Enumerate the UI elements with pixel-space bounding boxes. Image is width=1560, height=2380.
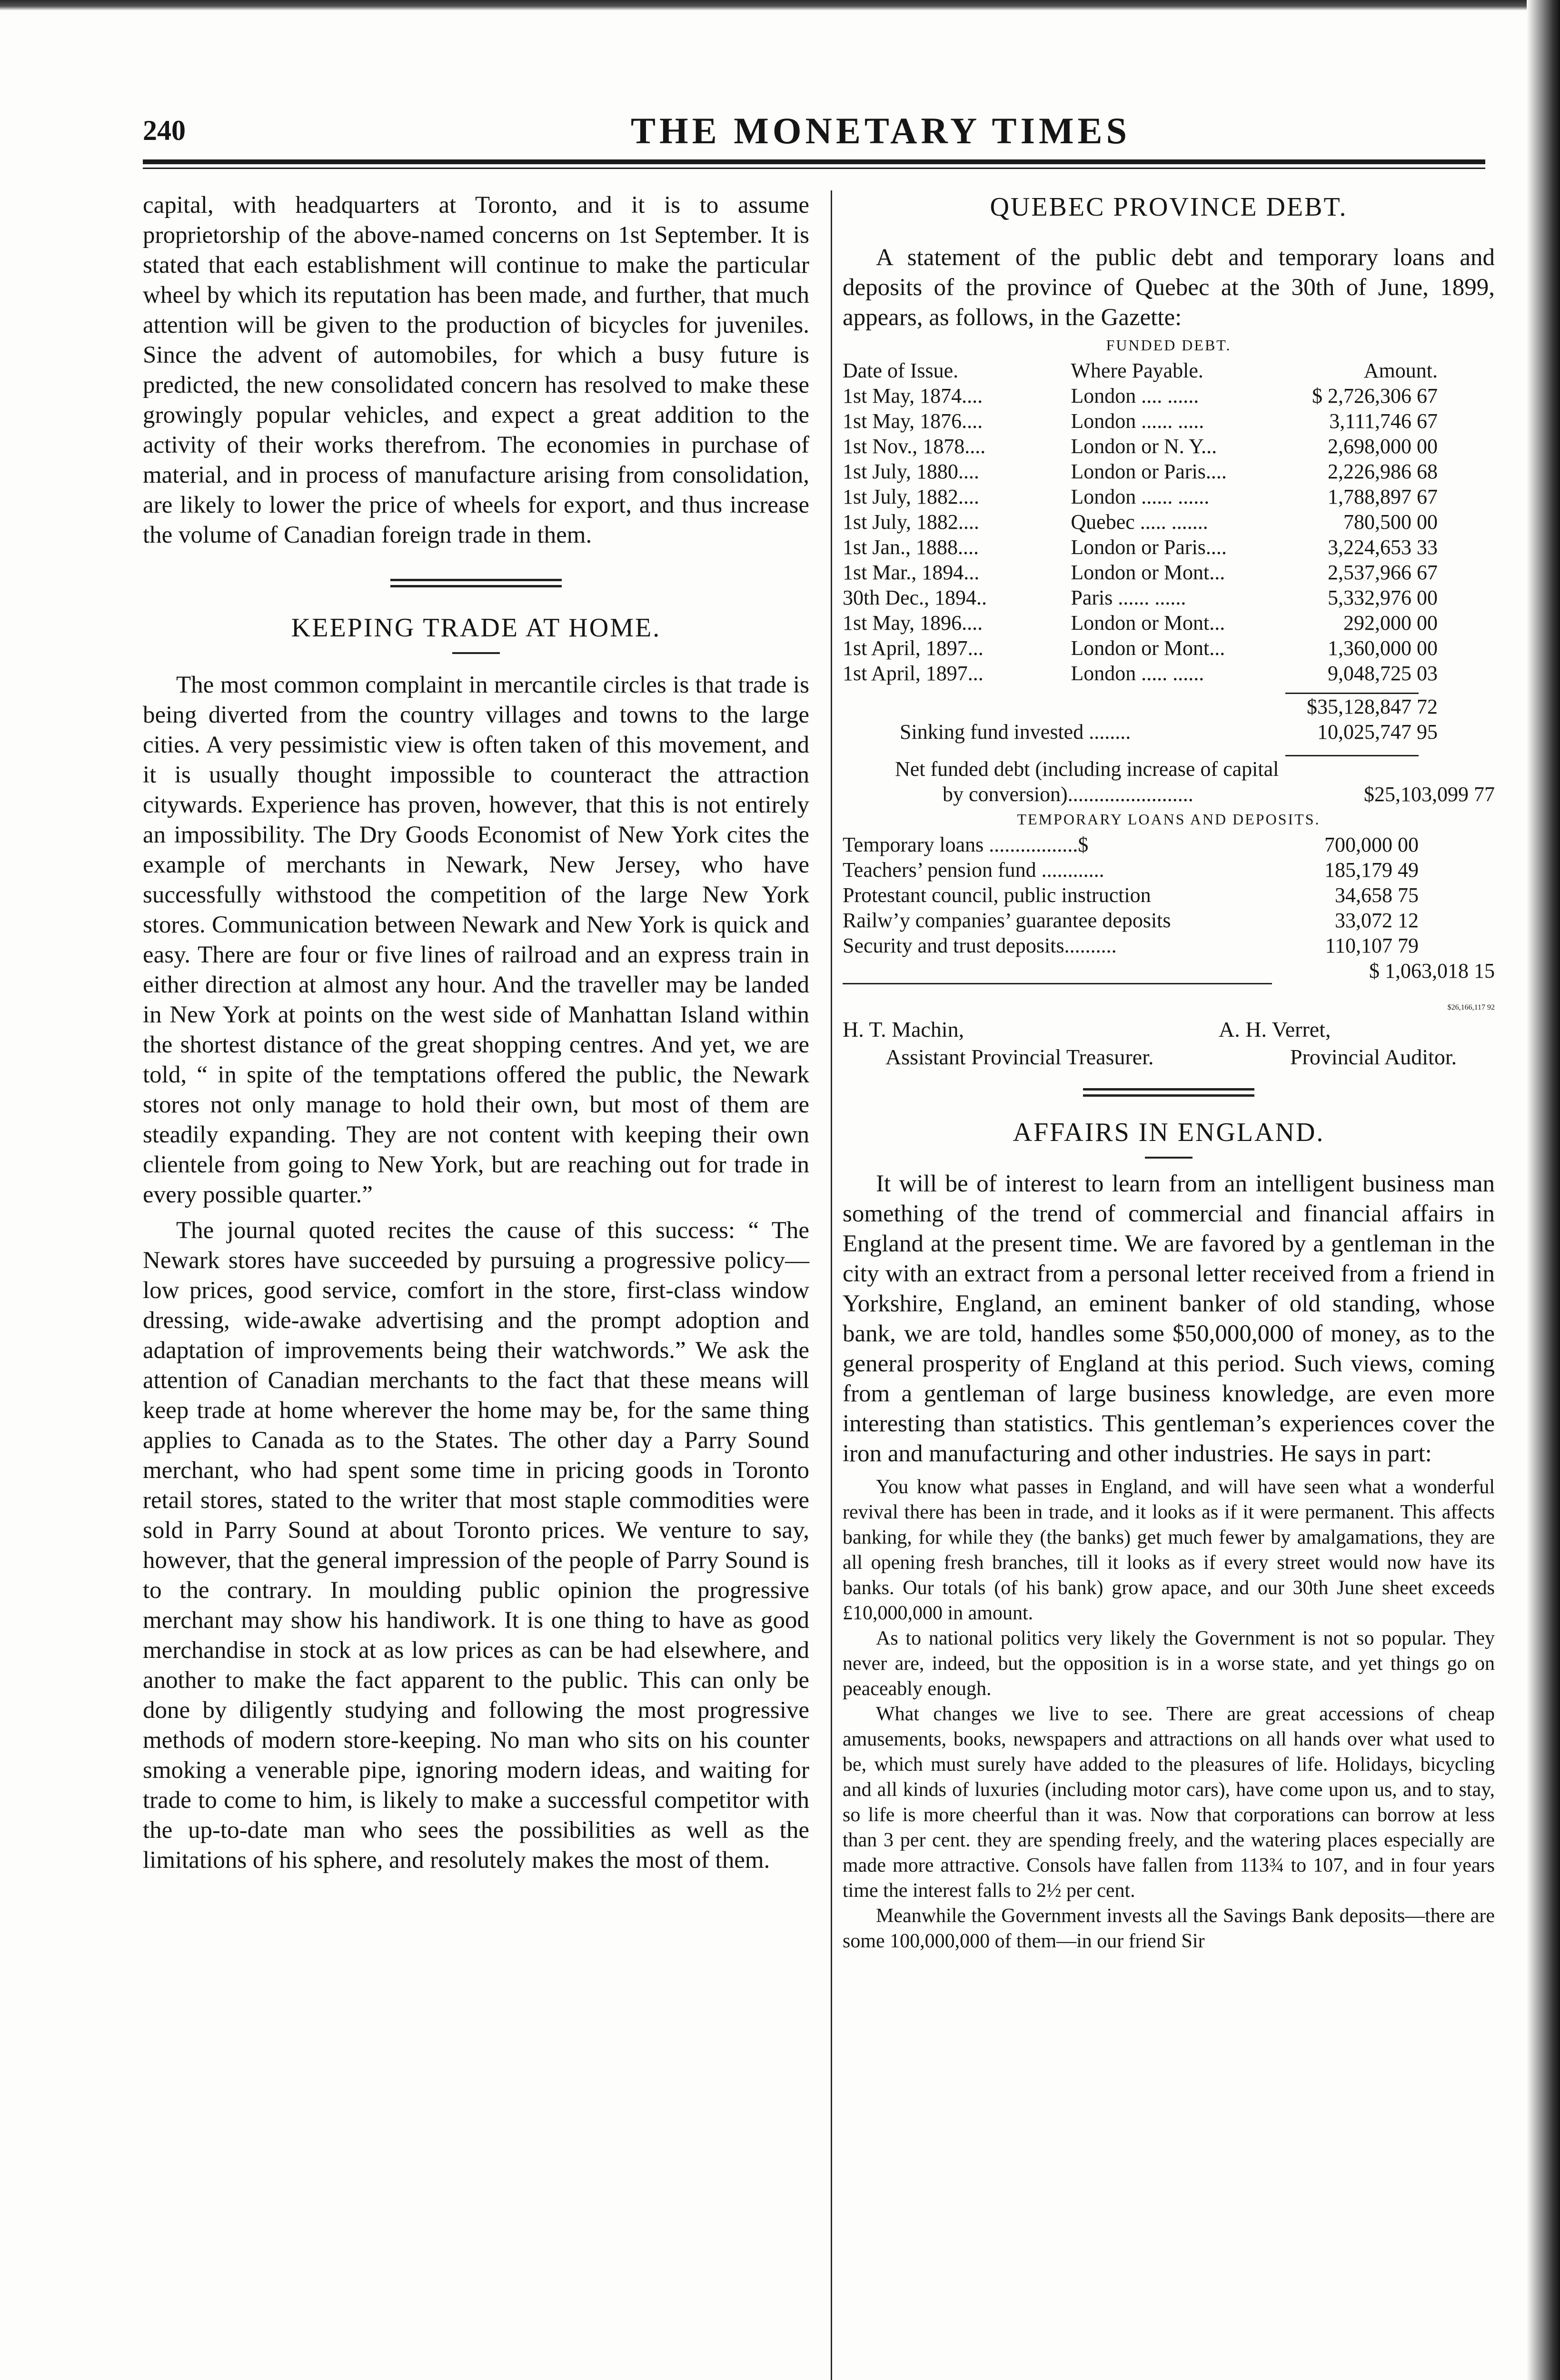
table-cell: 292,000 00 (1343, 611, 1438, 635)
table-cell: 110,107 79 (1325, 934, 1419, 957)
table-cell: 9,048,725 03 (1328, 662, 1438, 685)
column-divider (831, 190, 832, 2380)
table-cell: 1st April, 1897... (843, 662, 984, 685)
net-funded-label: Net funded debt (including increase of capital (895, 757, 1279, 781)
intro-paragraph: capital, with headquarters at Toronto, and it is to assume proprietorship of the above-named concerns on 1st September. It is stated that each establishment will continue to make the particular wheel by which its reputation has been made, and further, that much attention will be given to the production of bicycles for juveniles. Since the advent of automobiles, for which a busy future is predicted, the new consolidated concern has resolved to make these growingly popular vehicles, and expect a great addition to the activity of their works therefrom. The economies in purchase of material, and in process of manufacture arising from consolidation, are likely to lower the price of wheels for export, and thus increase the volume of Canadian foreign trade in them. (143, 192, 809, 548)
table-cell: 2,537,966 67 (1328, 561, 1438, 584)
page-header (143, 105, 1485, 157)
table-cell: London .... ...... (1071, 384, 1199, 407)
signature-right-title: Provincial Auditor. (1290, 1044, 1457, 1069)
table-cell: 1,360,000 00 (1328, 636, 1438, 660)
table-cell: Paris ...... ...... (1071, 586, 1186, 609)
table-cell: 780,500 00 (1343, 510, 1438, 534)
table-row (843, 857, 1495, 883)
table-row (843, 535, 1495, 560)
table-row (843, 434, 1495, 459)
table-row (843, 661, 1495, 686)
table-cell: 33,072 12 (1335, 909, 1419, 932)
article-title-affairs-england: AFFAIRS IN ENGLAND. (1013, 1117, 1325, 1147)
table-cell: 185,179 49 (1324, 858, 1419, 882)
signature-right-name: A. H. Verret, (1219, 1017, 1331, 1041)
table-cell: 1st July, 1882.... (843, 510, 979, 534)
column-header: Amount. (1363, 359, 1438, 382)
funded-total: $35,128,847 72 (1307, 695, 1438, 718)
table-cell: 1st May, 1896.... (843, 611, 983, 635)
table-cell: London or Paris.... (1071, 536, 1227, 559)
signature-left-name: H. T. Machin, (843, 1017, 964, 1041)
table-row (843, 933, 1495, 958)
table-cell: London ..... ...... (1071, 662, 1204, 685)
temporary-loans-table (843, 832, 1495, 984)
left-column (143, 190, 809, 1875)
debt-intro: A statement of the public debt and temporary loans and deposits of the province of Quebec at the 30th of June, 1899, appears, as follows, in the Gazette: (843, 244, 1495, 331)
table-cell: London or Paris.... (1071, 460, 1227, 483)
table-cell: London ...... ...... (1071, 485, 1210, 508)
net-funded-amount: $25,103,099 77 (1364, 783, 1495, 806)
table-row (843, 635, 1495, 661)
table-cell: Protestant council, public instruction (843, 883, 1151, 907)
table-cell: 1st July, 1880.... (843, 460, 979, 483)
table-row (843, 560, 1495, 585)
temporary-total: $ 1,063,018 15 (1369, 959, 1495, 982)
article-title-quebec-debt: QUEBEC PROVINCE DEBT. (990, 192, 1348, 222)
table-cell: London or N. Y... (1071, 435, 1217, 458)
england-intro: It will be of interest to learn from an intelligent business man something of the trend of commercial and financial affairs in England at the present time. We are favored by a gentleman in the city with an extract from a personal letter received from a friend in Yorkshire, England, an eminent banker of old standing, whose bank, we are told, handles some $50,000,000 of money, as to the general prosperity of England at this period. Such views, coming from a gentleman of large business knowledge, are even more interesting than statistics. This gentleman’s experiences cover the iron and manufacturing and other industries. He says in part: (843, 1170, 1495, 1467)
table-cell: $ 2,726,306 67 (1312, 384, 1438, 407)
table-cell: 700,000 00 (1324, 833, 1419, 856)
table-row (843, 883, 1495, 908)
table-row (843, 585, 1495, 610)
table-cell: London or Mont... (1071, 636, 1225, 660)
table-cell: Temporary loans .................$ (843, 833, 1089, 856)
table-cell: 1st April, 1897... (843, 636, 984, 660)
sinking-fund-amount: 10,025,747 95 (1317, 720, 1438, 744)
signature-left-title: Assistant Provincial Treasurer. (885, 1044, 1154, 1069)
funded-totals (843, 694, 1495, 744)
table-cell: 3,111,746 67 (1329, 409, 1438, 433)
table-cell: London or Mont... (1071, 561, 1225, 584)
table-cell: London or Mont... (1071, 611, 1225, 635)
page-top-edge (0, 0, 1560, 10)
table-row (843, 908, 1495, 933)
table-row (843, 459, 1495, 484)
table-row (843, 484, 1495, 509)
table-cell: 2,226,986 68 (1328, 460, 1438, 483)
table-cell: Security and trust deposits.......... (843, 934, 1117, 957)
table-cell: 1st May, 1876.... (843, 409, 983, 433)
table-row (843, 832, 1495, 857)
net-funded (843, 756, 1495, 807)
table-cell: 3,224,653 33 (1328, 536, 1438, 559)
letter-quote: Meanwhile the Government invests all the Savings Bank deposits—there are some 100,000,000 of them—in our friend Sir (843, 1904, 1495, 1952)
table-cell: Railw’y companies’ guarantee deposits (843, 909, 1171, 932)
table-cell: 1st Mar., 1894... (843, 561, 980, 584)
article-paragraph: The journal quoted recites the cause of this success: “ The Newark stores have succeeded by pursuing a progressive policy—low prices, good service, comfort in the store, first-class window dressing, wide-awake advertising and the prompt adoption and adaptation of improvements being their watchwords.” We ask the attention of Canadian merchants to the fact that these means will keep trade at home wherever the home may be, for the same thing applies to Canada as to the States. The other day a Parry Sound merchant, who had spent some time in pricing goods in Toronto retail stores, stated to the writer that most staple commodities were sold in Parry Sound at about Toronto prices. We venture to say, however, that the general impression of the people of Parry Sound is to the contrary. In moulding public opinion the progressive merchant may show his handiwork. It is one thing to have as good merchandise in stock at as low prices as can be had elsewhere, and another to make the fact apparent to the public. This can only be done by diligently studying and following the most progressive methods of modern store-keeping. No man who sits on his counter smoking a venerable pipe, ignoring modern ideas, and waiting for trade to come to him, is likely to make a successful competitor with the up-to-date man who sees the possibilities as well as the limitations of his sphere, and resolutely makes the most of them. (143, 1217, 809, 1874)
page-number: 240 (143, 115, 186, 146)
letter-quote: You know what passes in England, and will have seen what a wonderful revival there has been in trade, and it looks as if it were permanent. This affects banking, for while they (the banks) get much fewer by amalgamations, they are all opening fresh branches, till it looks as if every street would now have its banks. Our totals (of his bank) grow apace, and our 30th June sheet exceeds £10,000,000 in amount. (843, 1476, 1495, 1624)
masthead: THE MONETARY TIMES (631, 110, 1131, 151)
article-title-keeping-trade: KEEPING TRADE AT HOME. (291, 613, 661, 643)
table-cell: Quebec ..... ....... (1071, 510, 1208, 534)
table-cell: London ...... ..... (1071, 409, 1204, 433)
article-paragraph: The most common complaint in mercantile circles is that trade is being diverted from the country villages and towns to the large cities. A very pessimistic view is often taken of this movement, and it is usually thought impossible to counteract the attraction citywards. Experience has proven, however, that this is not entirely an impossibility. The Dry Goods Economist of New York cites the example of merchants in Newark, New Jersey, who have successfully withstood the competition of the large New York stores. Communication between Newark and New York is quick and easy. There are four or five lines of railroad and an express train in either direction at almost any hour. And the traveller may be landed in New York at points on the west side of Manhattan Island within the shortest distance of the great shopping centres. And yet, we are told, “ in spite of the temptations offered the public, the Newark stores not only manage to hold their own, but most of them are steadily expanding. They are not content with keeping their own clientele from going to New York, but are reaching out for trade in every possible quarter.” (143, 672, 809, 1208)
funded-debt-table (843, 358, 1495, 686)
section-divider (1083, 1088, 1254, 1097)
letter-quote: What changes we live to see. There are great accessions of cheap amusements, books, newspapers and attractions on all hands over what used to be, which must surely have added to the pleasures of life. Holidays, bicycling and all kinds of luxuries (including motor cars), have come upon us, and to stay, so life is more cheerful than it was. Now that corporations can borrow at less than 3 per cent. they are spending freely, and the watering places especially are made more attractive. Consols have fallen from 113¾ to 107, and in four years time the interest falls to 2½ per cent. (843, 1703, 1495, 1902)
table-cell: Teachers’ pension fund ............ (843, 858, 1104, 882)
table-cell: 1,788,897 67 (1328, 485, 1438, 508)
letter-quote: As to national politics very likely the Government is not so popular. They never are, indeed, but the opposition is in a worse state, and yet things go on peaceably enough. (843, 1627, 1495, 1700)
table-cell: 30th Dec., 1894.. (843, 586, 987, 609)
table-cell: 34,658 75 (1335, 883, 1419, 907)
signatures (843, 1017, 1495, 1088)
table-row (843, 408, 1495, 434)
grand-total: $26,166,117 92 (1447, 1003, 1495, 1012)
table-row (843, 509, 1495, 535)
right-column (843, 190, 1495, 1954)
header-rule-thin (143, 168, 1485, 169)
table-cell: 5,332,976 00 (1328, 586, 1438, 609)
header-rule (143, 159, 1485, 164)
table-row (843, 610, 1495, 635)
table-row (843, 383, 1495, 408)
sinking-fund-label: Sinking fund invested ........ (900, 720, 1131, 744)
table-header-row (843, 358, 1495, 383)
net-funded-label: by conversion)........................ (943, 783, 1193, 806)
table-cell: 1st Nov., 1878.... (843, 435, 986, 458)
page-binding-shadow (1527, 0, 1560, 2380)
temporary-loans-heading: TEMPORARY LOANS AND DEPOSITS. (1017, 811, 1321, 828)
table-cell: 1st July, 1882.... (843, 485, 979, 508)
section-divider (390, 579, 562, 587)
column-header: Date of Issue. (843, 359, 959, 382)
title-underline (452, 652, 500, 654)
title-underline (1145, 1157, 1192, 1159)
table-cell: 1st May, 1874.... (843, 384, 983, 407)
funded-debt-heading: FUNDED DEBT. (1106, 337, 1232, 354)
column-header: Where Payable. (1071, 359, 1203, 382)
table-cell: 1st Jan., 1888.... (843, 536, 979, 559)
table-cell: 2,698,000 00 (1328, 435, 1438, 458)
